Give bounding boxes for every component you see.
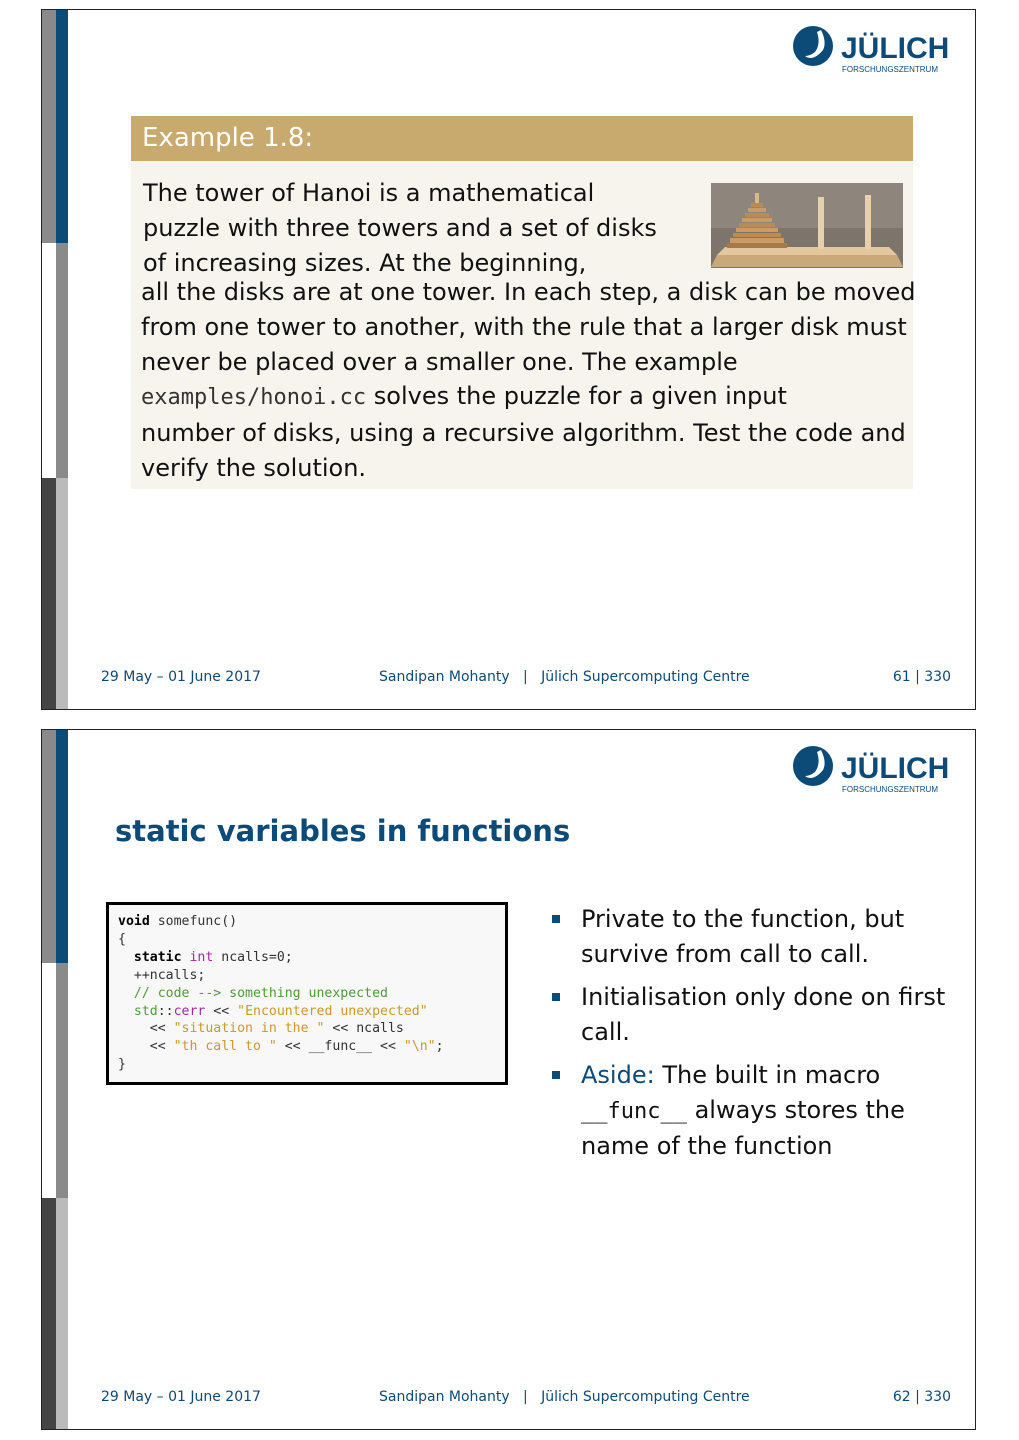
footer-page-number: 61 | 330 bbox=[892, 669, 951, 685]
code-file-reference: examples/honoi.cc bbox=[141, 385, 367, 411]
footer-date: 29 May – 01 June 2017 bbox=[101, 1389, 261, 1405]
bullet-item: Initialisation only done on first call. bbox=[547, 980, 947, 1050]
footer-page-number: 62 | 330 bbox=[892, 1389, 951, 1405]
text-line: of increasing sizes. At the beginning, bbox=[143, 248, 587, 277]
slide-62 bbox=[41, 729, 976, 1430]
logo-wordmark: JÜLICH bbox=[841, 752, 950, 785]
bullet-marker-icon bbox=[552, 915, 560, 923]
slide-title: static variables in functions bbox=[115, 814, 571, 848]
left-color-strip bbox=[42, 730, 68, 1429]
footer-date: 29 May – 01 June 2017 bbox=[101, 669, 261, 685]
example-block-title: Example 1.8: bbox=[131, 116, 913, 161]
tower-of-hanoi-photo bbox=[711, 183, 903, 268]
slide-61 bbox=[41, 9, 976, 710]
code-listing: void somefunc() { static int ncalls=0; ++ncalls; // code --> something unexpected std::cerr << "Encountered unexpected" << "situation in the " << ncalls << "th call to " << __func__ << "\n"; } bbox=[106, 902, 508, 1085]
text-line: never be placed over a smaller one. The example bbox=[141, 347, 738, 376]
text-line: examples/honoi.cc solves the puzzle for a given input bbox=[141, 382, 787, 411]
text-line: puzzle with three towers and a set of disks bbox=[143, 213, 657, 242]
text-line: from one tower to another, with the rule that a larger disk must bbox=[141, 312, 907, 341]
bullet-item: Private to the function, but survive from call to call. bbox=[547, 902, 947, 972]
text-line: number of disks, using a recursive algorithm. Test the code and bbox=[141, 419, 906, 448]
aside-label: Aside: bbox=[581, 1061, 655, 1089]
bullet-item: Aside: The built in macro __func__ always stores the name of the function bbox=[547, 1058, 947, 1164]
text-line: all the disks are at one tower. In each step, a disk can be moved bbox=[141, 278, 916, 306]
left-color-strip bbox=[42, 10, 68, 709]
slide-footer bbox=[42, 669, 975, 689]
example-text-lower bbox=[141, 275, 916, 486]
bullet-marker-icon bbox=[552, 993, 560, 1001]
logo-subtitle: FORSCHUNGSZENTRUM bbox=[842, 65, 938, 74]
slide-footer bbox=[42, 1389, 975, 1409]
text-line: The tower of Hanoi is a mathematical bbox=[143, 179, 595, 207]
logo-subtitle: FORSCHUNGSZENTRUM bbox=[842, 785, 938, 794]
footer-author: Sandipan Mohanty | Jülich Supercomputing Centre bbox=[379, 669, 750, 685]
logo-wordmark: JÜLICH bbox=[841, 32, 950, 65]
footer-author: Sandipan Mohanty | Jülich Supercomputing Centre bbox=[379, 1389, 750, 1405]
bullet-marker-icon bbox=[552, 1071, 560, 1079]
bullet-list bbox=[547, 902, 947, 1172]
juelich-logo bbox=[791, 742, 951, 798]
example-text-upper bbox=[143, 176, 657, 280]
juelich-logo bbox=[791, 22, 951, 78]
text-line: verify the solution. bbox=[141, 453, 367, 482]
